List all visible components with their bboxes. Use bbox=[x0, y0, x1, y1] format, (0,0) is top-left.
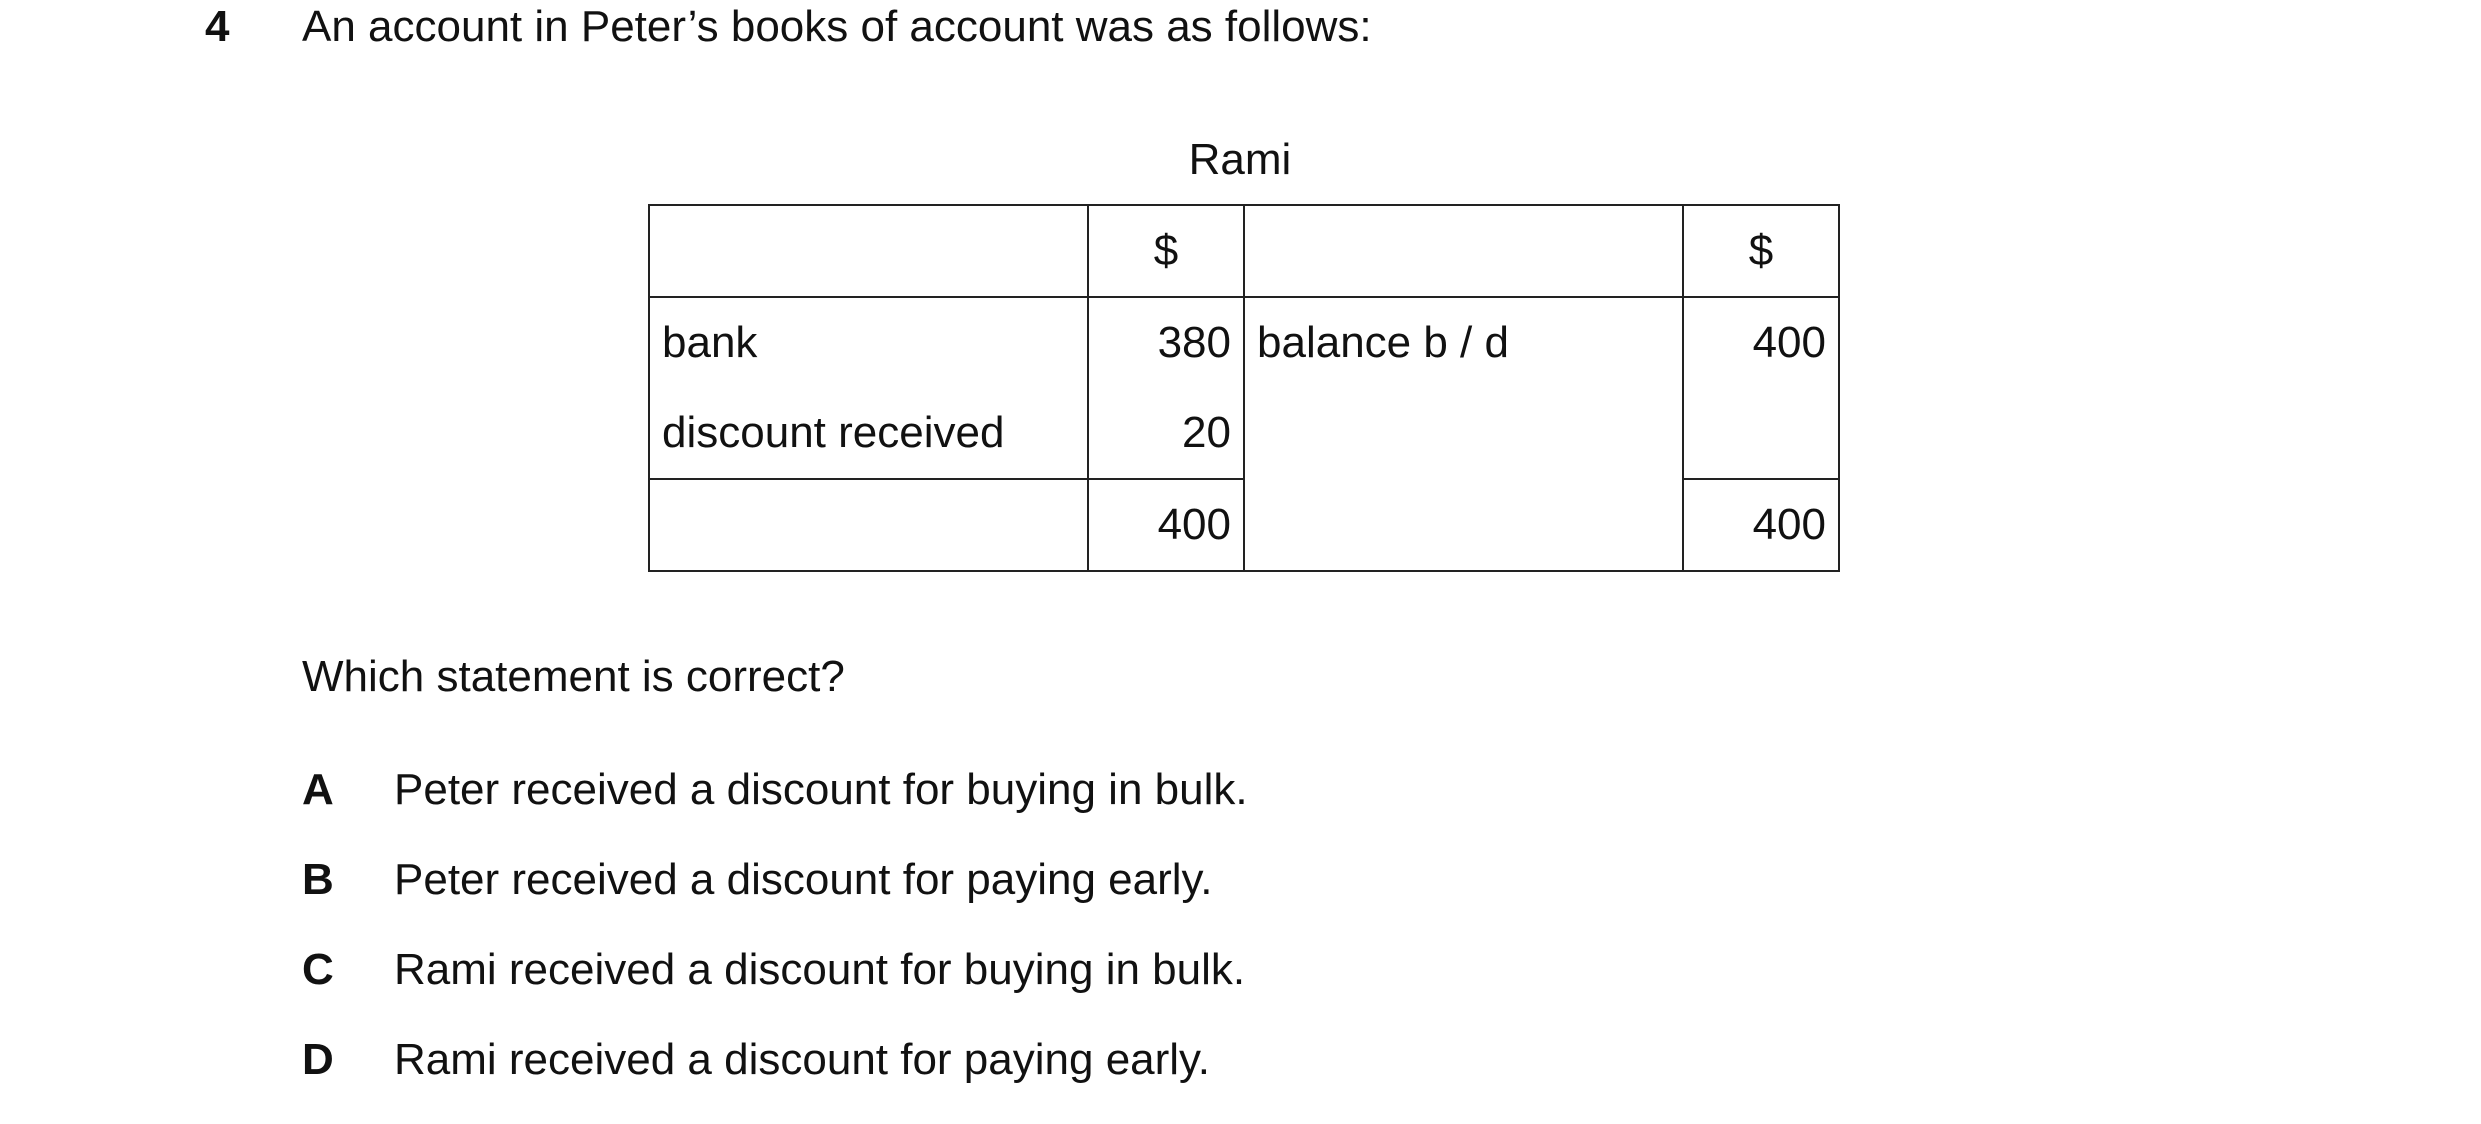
credit-total: 400 bbox=[1683, 479, 1839, 571]
debit-total-label-empty bbox=[649, 479, 1088, 571]
debit-currency-header: $ bbox=[1088, 205, 1244, 297]
option-text: Peter received a discount for paying early. bbox=[394, 855, 1213, 904]
option-text: Rami received a discount for buying in bulk. bbox=[394, 945, 1246, 994]
debit-entry-amount: 380 bbox=[1088, 297, 1244, 388]
debit-header-blank bbox=[649, 205, 1088, 297]
option-c[interactable] bbox=[302, 945, 1245, 995]
credit-entry-label: balance b / d bbox=[1244, 297, 1683, 388]
question-prompt: Which statement is correct? bbox=[302, 652, 845, 701]
table-header-row bbox=[649, 205, 1839, 297]
option-a[interactable] bbox=[302, 765, 1248, 815]
question-number: 4 bbox=[205, 2, 230, 51]
totals-row bbox=[649, 479, 1839, 571]
question-stem: An account in Peter’s books of account was as follows: bbox=[302, 2, 1372, 51]
option-text: Peter received a discount for buying in bulk. bbox=[394, 765, 1248, 814]
option-letter: C bbox=[302, 945, 334, 994]
credit-entry-label-empty bbox=[1244, 388, 1683, 479]
credit-header-blank bbox=[1244, 205, 1683, 297]
credit-total-label-empty bbox=[1244, 479, 1683, 571]
debit-total: 400 bbox=[1088, 479, 1244, 571]
option-d[interactable] bbox=[302, 1035, 1210, 1085]
debit-entry-label: bank bbox=[649, 297, 1088, 388]
credit-entry-amount-empty bbox=[1683, 388, 1839, 479]
option-b[interactable] bbox=[302, 855, 1213, 905]
credit-currency-header: $ bbox=[1683, 205, 1839, 297]
account-title: Rami bbox=[1188, 135, 1292, 184]
option-letter: B bbox=[302, 855, 334, 904]
option-text: Rami received a discount for paying early. bbox=[394, 1035, 1211, 1084]
option-letter: A bbox=[302, 765, 334, 814]
debit-entry-label: discount received bbox=[649, 388, 1088, 479]
option-letter: D bbox=[302, 1035, 334, 1084]
t-account-table bbox=[648, 204, 1840, 572]
table-row bbox=[649, 297, 1839, 388]
debit-entry-amount: 20 bbox=[1088, 388, 1244, 479]
table-row bbox=[649, 388, 1839, 479]
credit-entry-amount: 400 bbox=[1683, 297, 1839, 388]
